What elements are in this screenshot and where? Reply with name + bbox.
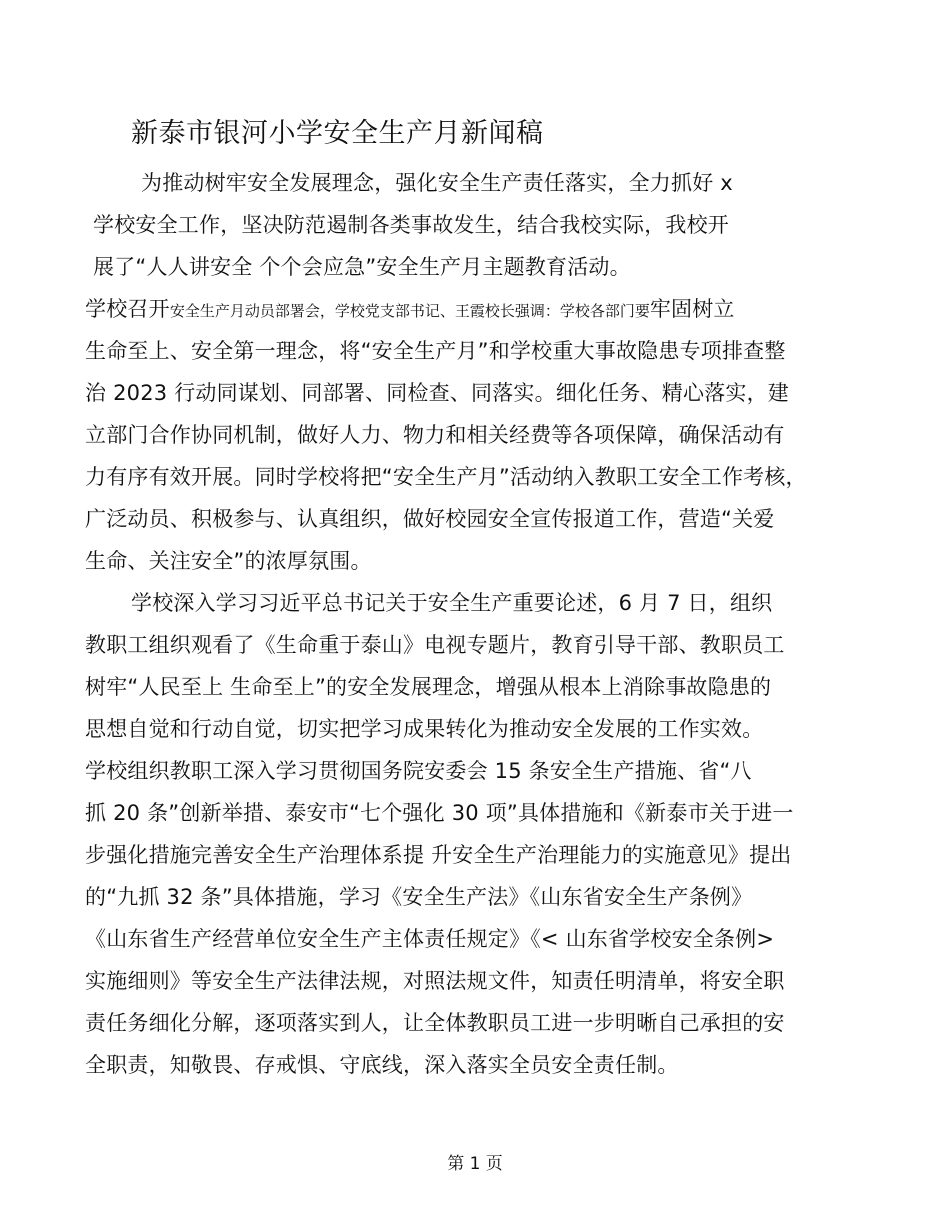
para4-line: 学校组织教职工深入学习贯彻国务院安委会 15 条安全生产措施、省“八	[85, 759, 752, 783]
para4-line: 步强化措施完善安全生产治理体系提 升安全生产治理能力的实施意见》提出	[85, 843, 792, 867]
para2-line: 广泛动员、积极参与、认真组织，做好校园安全宣传报道工作，营造“关爱	[85, 507, 775, 531]
para4-line: 抓 20 条”创新举措、泰安市“七个强化 30 项”具体措施和《新泰市关于进一	[85, 801, 794, 825]
para2-end-text: 牢固树立	[649, 297, 735, 321]
para4-line: 全职责，知敬畏、存戒惧、守底线，深入落实全员安全责任制。	[85, 1053, 679, 1077]
para4-line: 责任务细化分解，逐项落实到人，让全体教职员工进一步明晰自己承担的安	[85, 1011, 785, 1035]
para2-line: 治 2023 行动同谋划、同部署、同检查、同落实。细化任务、精心落实，建	[85, 381, 789, 405]
para3-line: 树牢“人民至上 生命至上”的安全发展理念，增强从根本上消除事故隐患的	[85, 675, 772, 699]
para3-line: 思想自觉和行动自觉，切实把学习成果转化为推动安全发展的工作实效。	[85, 717, 764, 741]
page-number: 第 1 页	[447, 1154, 503, 1174]
para3-line: 教职工组织观看了《生命重于泰山》电视专题片，教育引导干部、教职员工	[85, 633, 785, 657]
para2-first-line	[85, 294, 735, 326]
para2-line: 生命、关注安全”的浓厚氛围。	[85, 549, 372, 573]
intro-line: 学校安全工作，坚决防范遏制各类事故发生，结合我校实际，我校开	[93, 213, 729, 237]
para2-large-text: 学校召开	[85, 297, 170, 321]
para4-line: 实施细则》等安全生产法律法规，对照法规文件，知责任明清单，将安全职	[85, 969, 785, 993]
para2-small-text: 安全生产月动员部署会，学校党支部书记、王霞校长强调：学校各部门要	[169, 302, 650, 320]
para2-line: 力有序有效开展。同时学校将把“安全生产月”活动纳入教职工安全工作考核，	[85, 465, 807, 489]
para2-line: 立部门合作协同机制，做好人力、物力和相关经费等各项保障，确保活动有	[85, 423, 785, 447]
para4-line: 《山东省生产经营单位安全生产主体责任规定》《< 山东省学校安全条例>	[85, 927, 775, 951]
para3-line: 学校深入学习习近平总书记关于安全生产重要论述，6 月 7 日，组织	[131, 591, 773, 615]
intro-line: 为推动树牢安全发展理念，强化安全生产责任落实，全力抓好 x	[141, 171, 733, 195]
para4-line: 的“九抓 32 条”具体措施，学习《安全生产法》《山东省安全生产条例》	[85, 885, 753, 909]
intro-line: 展了“人人讲安全 个个会应急”安全生产月主题教育活动。	[93, 255, 631, 279]
para2-line: 生命至上、安全第一理念，将“安全生产月”和学校重大事故隐患专项排查整	[85, 339, 786, 363]
document-title: 新泰市银河小学安全生产月新闻稿	[131, 118, 544, 149]
